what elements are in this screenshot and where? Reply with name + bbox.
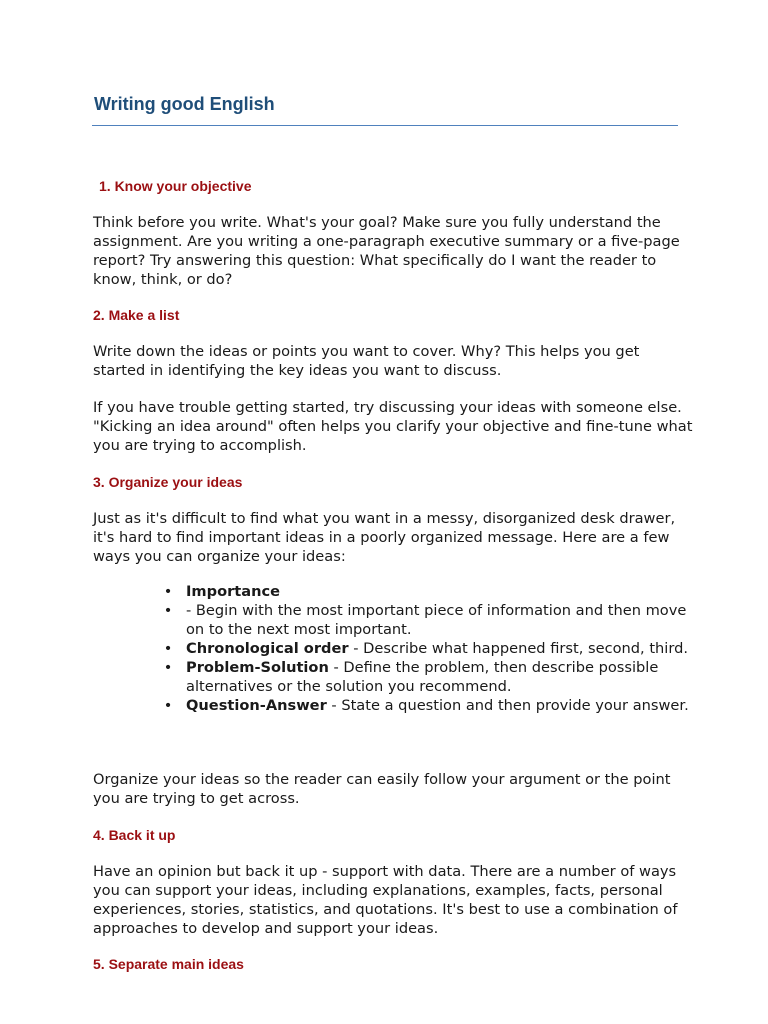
bullet-icon: • — [163, 697, 173, 714]
list-item-text: - Begin with the most important piece of information and then move on to the next most important. — [186, 602, 687, 638]
section-heading-separate-main-ideas: 5. Separate main ideas — [93, 956, 244, 972]
section-2-paragraph-1: Write down the ideas or points you want to cover. Why? This helps you get started in identifying the key ideas you want to discuss. — [93, 343, 640, 379]
list-item — [162, 582, 692, 601]
page-title: Writing good English — [94, 94, 275, 114]
list-item — [162, 696, 692, 715]
list-item-text: - Define the problem, then describe possible alternatives or the solution you recommend. — [186, 659, 659, 695]
bullet-icon: • — [163, 583, 173, 600]
list-item — [162, 601, 692, 639]
section-3-paragraph-1: Just as it's difficult to find what you want in a messy, disorganized desk drawer, it's hard to find important ideas in a poorly organized message. Here are a few ways you can organize your ideas: — [93, 510, 676, 565]
bullet-icon: • — [163, 640, 173, 657]
section-1-paragraph: Think before you write. What's your goal? Make sure you fully understand the assignment. Are you writing a one-paragraph executive summary or a five-page report? Try answering this question: What specifically do I want the reader to know, think, or do? — [93, 214, 680, 288]
section-3-paragraph-2: Organize your ideas so the reader can easily follow your argument or the point you are trying to get across. — [93, 771, 671, 807]
list-item-term: Importance — [186, 583, 281, 600]
bullet-icon: • — [163, 659, 173, 676]
section-4-paragraph: Have an opinion but back it up - support with data. There are a number of ways you can support your ideas, including explanations, examples, facts, personal experiences, stories, statistics, and quotations. It's best to use a combination of approaches to develop and support your ideas. — [93, 863, 678, 937]
list-item-term: Problem-Solution — [186, 659, 329, 676]
list-item — [162, 639, 692, 658]
section-2-paragraph-2: If you have trouble getting started, try discussing your ideas with someone else. "Kicking an idea around" often helps you clarify your objective and fine-tune what you are trying to accomplish. — [93, 399, 693, 454]
bullet-icon: • — [163, 602, 173, 619]
title-divider — [92, 125, 678, 126]
organization-methods-list — [162, 582, 692, 715]
list-item-term: Question-Answer — [186, 697, 327, 714]
section-heading-make-a-list: 2. Make a list — [93, 307, 180, 323]
section-heading-organize-your-ideas: 3. Organize your ideas — [93, 474, 243, 490]
section-heading-know-your-objective: 1. Know your objective — [99, 178, 252, 194]
section-heading-back-it-up: 4. Back it up — [93, 827, 176, 843]
list-item-term: Chronological order — [186, 640, 349, 657]
list-item-text: - Describe what happened first, second, third. — [348, 640, 688, 657]
list-item-text: - State a question and then provide your answer. — [326, 697, 689, 714]
list-item — [162, 658, 692, 696]
